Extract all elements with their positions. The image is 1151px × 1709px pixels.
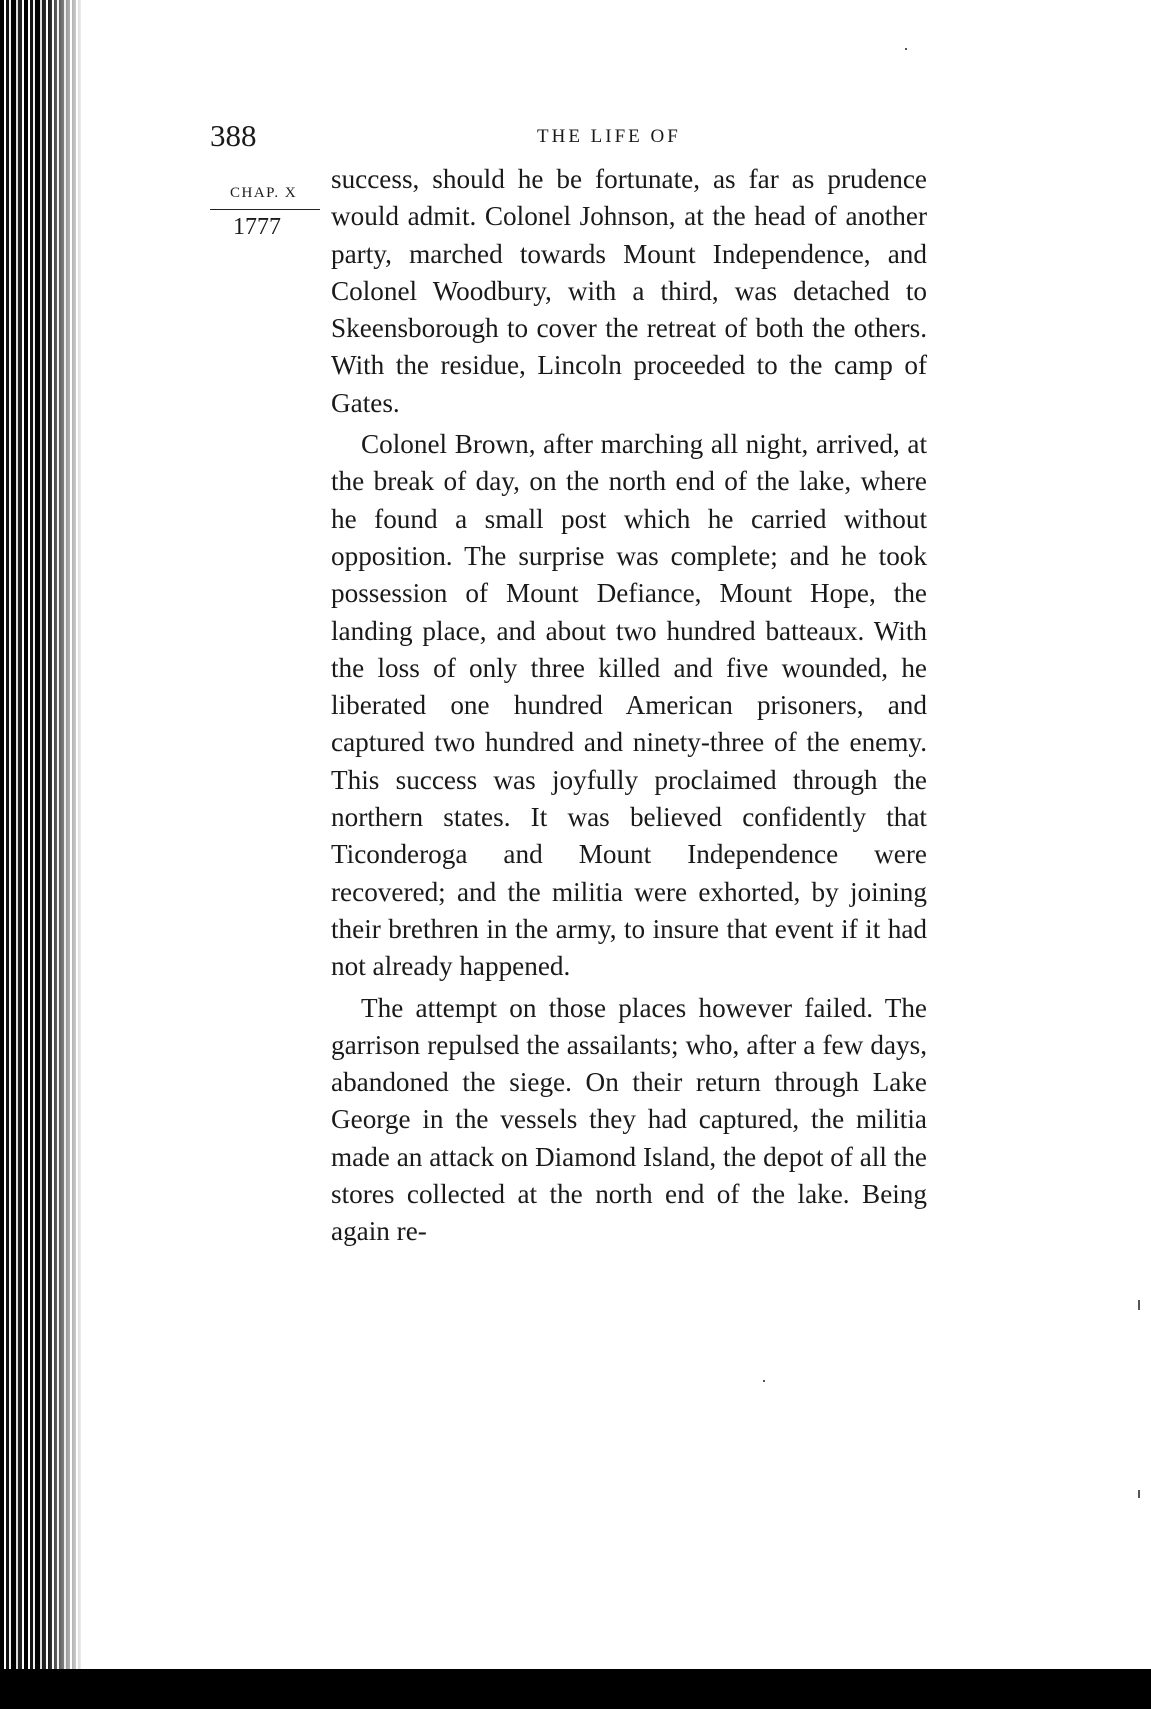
margin-year: 1777: [233, 214, 281, 240]
scan-binding-fade: [44, 0, 84, 1709]
scan-bottom-edge: [0, 1669, 1151, 1709]
scan-speck: [1138, 1300, 1140, 1310]
running-head: THE LIFE OF: [537, 126, 681, 147]
page-number: 388: [210, 118, 257, 153]
scan-speck: [763, 1380, 765, 1382]
paragraph-1: success, should he be fortunate, as far as prudence would admit. Colonel Johnson, at the head of another party, marched towards Mount Independence, and Colonel Woodbury, with a third, was detached to Skeensborough to cover the retreat of both the others. With the residue, Lincoln proceeded to the camp of Gates.: [331, 164, 927, 418]
body-text: [331, 161, 927, 1251]
paragraph-3: The attempt on those places however failed. The garrison repulsed the assailants; who, after a few days, abandoned the siege. On their return through Lake George in the vessels they had captured, the militia made an attack on Diamond Island, the depot of all the stores collected at the north end of the lake. Being again re-: [331, 992, 927, 1247]
paragraph-2: Colonel Brown, after marching all night, arrived, at the break of day, on the north end of the lake, where he found a small post which he carried without opposition. The surprise was complete; and he took possession of Mount Defiance, Mount Hope, the landing place, and about two hundred batteaux. With the loss of only three killed and five wounded, he liberated one hundred American prisoners, and captured two hundred and ninety-three of the enemy. This success was joyfully proclaimed through the northern states. It was believed confidently that Ticonderoga and Mount Independence were recovered; and the militia were exhorted, by joining their brethren in the army, to insure that event if it had not already happened.: [331, 429, 927, 982]
margin-chapter: CHAP. X: [230, 185, 298, 201]
scan-speck: [1138, 1490, 1140, 1498]
margin-divider: [210, 209, 320, 210]
scan-speck: [905, 48, 907, 50]
